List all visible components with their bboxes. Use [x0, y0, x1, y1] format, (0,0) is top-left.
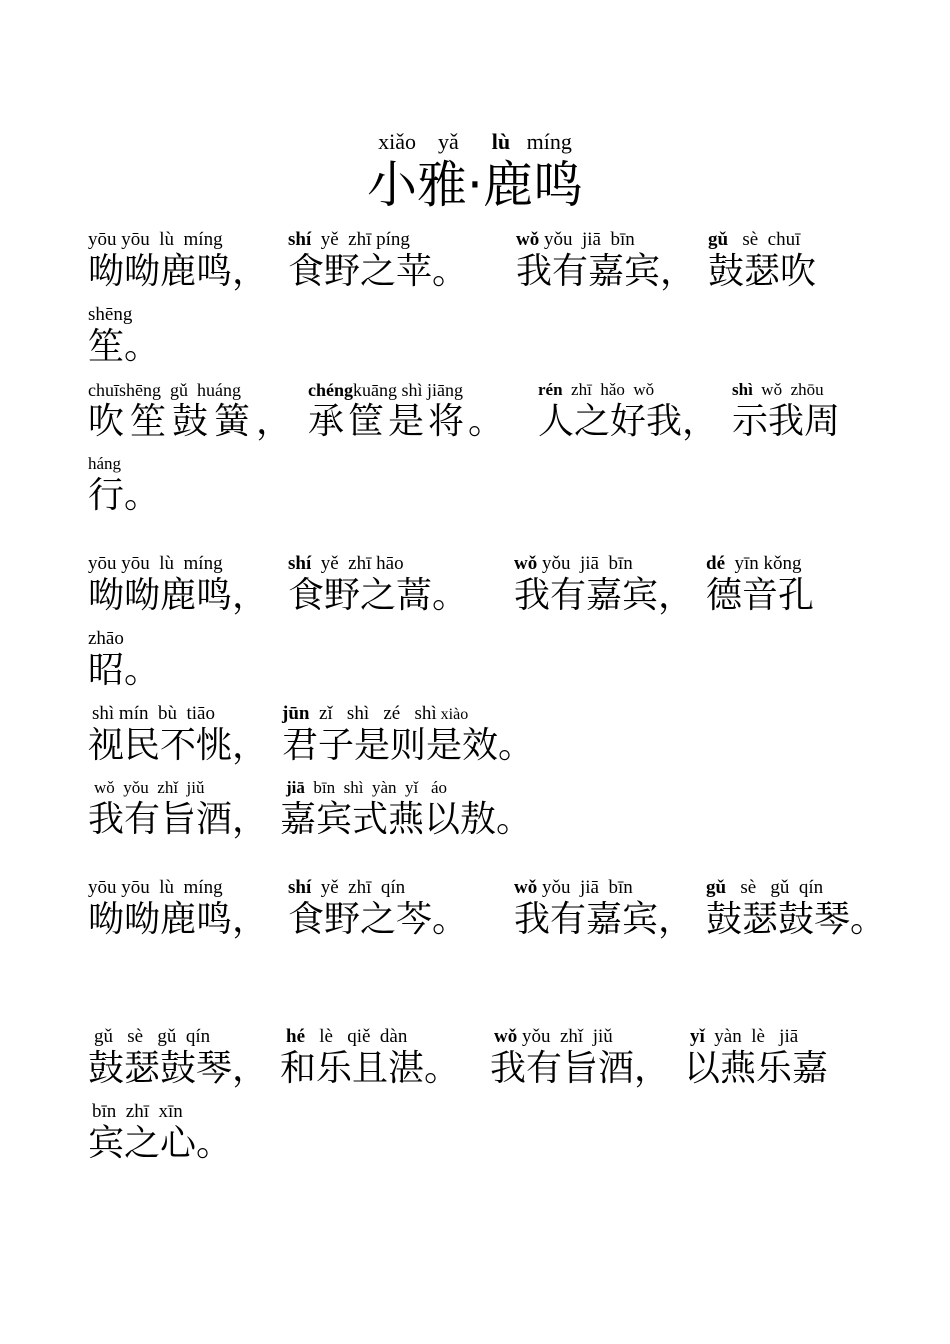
- pinyin: hé lè qiě dàn: [286, 1026, 408, 1047]
- hanzi: 人之好我，: [538, 401, 719, 442]
- pinyin: bīn zhī xīn: [92, 1101, 183, 1122]
- hanzi: 食野之蒿。: [288, 575, 469, 616]
- hanzi: 我有嘉宾，: [516, 251, 697, 292]
- hanzi: 宾之心。: [88, 1123, 233, 1164]
- poem-title: 小雅·鹿鸣: [367, 156, 583, 214]
- pinyin: shí yě zhī qín: [288, 877, 406, 898]
- pinyin: chuīshēng gǔ huáng: [88, 380, 241, 400]
- pinyin: yōu yōu lù míng: [88, 553, 223, 574]
- pinyin: wǒ yǒu zhǐ jiǔ: [494, 1026, 613, 1047]
- hanzi: 呦呦鹿鸣，: [88, 899, 269, 940]
- pinyin: háng: [88, 454, 122, 473]
- hanzi: 行。: [88, 475, 161, 516]
- hanzi: 鼓瑟鼓琴，: [88, 1048, 269, 1089]
- pinyin: yōu yōu lù míng: [88, 877, 223, 898]
- pinyin: shí yě zhī píng: [288, 229, 410, 250]
- hanzi: 承筐是将。: [308, 401, 509, 442]
- hanzi: 呦呦鹿鸣，: [88, 251, 269, 292]
- pinyin: yǐ yàn lè jiā: [690, 1026, 799, 1047]
- hanzi: 笙。: [88, 326, 161, 367]
- pinyin: yōu yōu lù míng: [88, 229, 223, 250]
- pinyin: gǔ sè gǔ qín: [94, 1026, 211, 1047]
- pinyin: zhāo: [88, 628, 124, 649]
- pinyin: shēng: [88, 304, 133, 325]
- hanzi: 我有嘉宾，: [514, 575, 695, 616]
- hanzi: 食野之芩。: [288, 899, 469, 940]
- hanzi: 食野之苹。: [288, 251, 469, 292]
- hanzi: 视民不恌，: [88, 725, 269, 766]
- pinyin: jūn zǐ shì zé shì xiào: [282, 703, 469, 724]
- hanzi: 嘉宾式燕以敖。: [280, 799, 533, 840]
- pinyin: shì mín bù tiāo: [92, 703, 215, 724]
- pinyin: wǒ yǒu jiā bīn: [514, 877, 633, 898]
- pinyin: shí yě zhī hāo: [288, 553, 404, 574]
- hanzi: 以燕乐嘉: [684, 1048, 829, 1089]
- pinyin: gǔ sè gǔ qín: [706, 877, 824, 898]
- hanzi: 君子是则是效。: [282, 725, 535, 766]
- hanzi: 我有旨酒，: [88, 799, 269, 840]
- hanzi: 我有嘉宾，: [514, 899, 695, 940]
- pinyin: jiā bīn shì yàn yǐ áo: [286, 778, 448, 797]
- title-pinyin: xiǎo yǎ lù míng: [378, 129, 572, 154]
- pinyin: shì wǒ zhōu: [732, 380, 824, 399]
- hanzi: 德音孔: [706, 575, 815, 616]
- hanzi: 示我周: [732, 401, 841, 442]
- hanzi: 呦呦鹿鸣，: [88, 575, 269, 616]
- pinyin: wǒ yǒu zhǐ jiǔ: [94, 778, 205, 797]
- hanzi: 吹笙鼓簧，: [88, 401, 299, 442]
- hanzi: 鼓瑟吹: [708, 251, 817, 292]
- pinyin: rén zhī hǎo wǒ: [538, 380, 655, 399]
- hanzi: 我有旨酒，: [490, 1048, 671, 1089]
- hanzi: 鼓瑟鼓琴。: [706, 899, 887, 940]
- pinyin: chéngkuāng shì jiāng: [308, 380, 463, 400]
- pinyin: wǒ yǒu jiā bīn: [514, 553, 633, 574]
- pinyin: wǒ yǒu jiā bīn: [516, 229, 635, 250]
- pinyin: dé yīn kǒng: [706, 553, 802, 574]
- hanzi: 和乐且湛。: [280, 1048, 461, 1089]
- pinyin: gǔ sè chuī: [708, 229, 801, 250]
- hanzi: 昭。: [88, 650, 161, 691]
